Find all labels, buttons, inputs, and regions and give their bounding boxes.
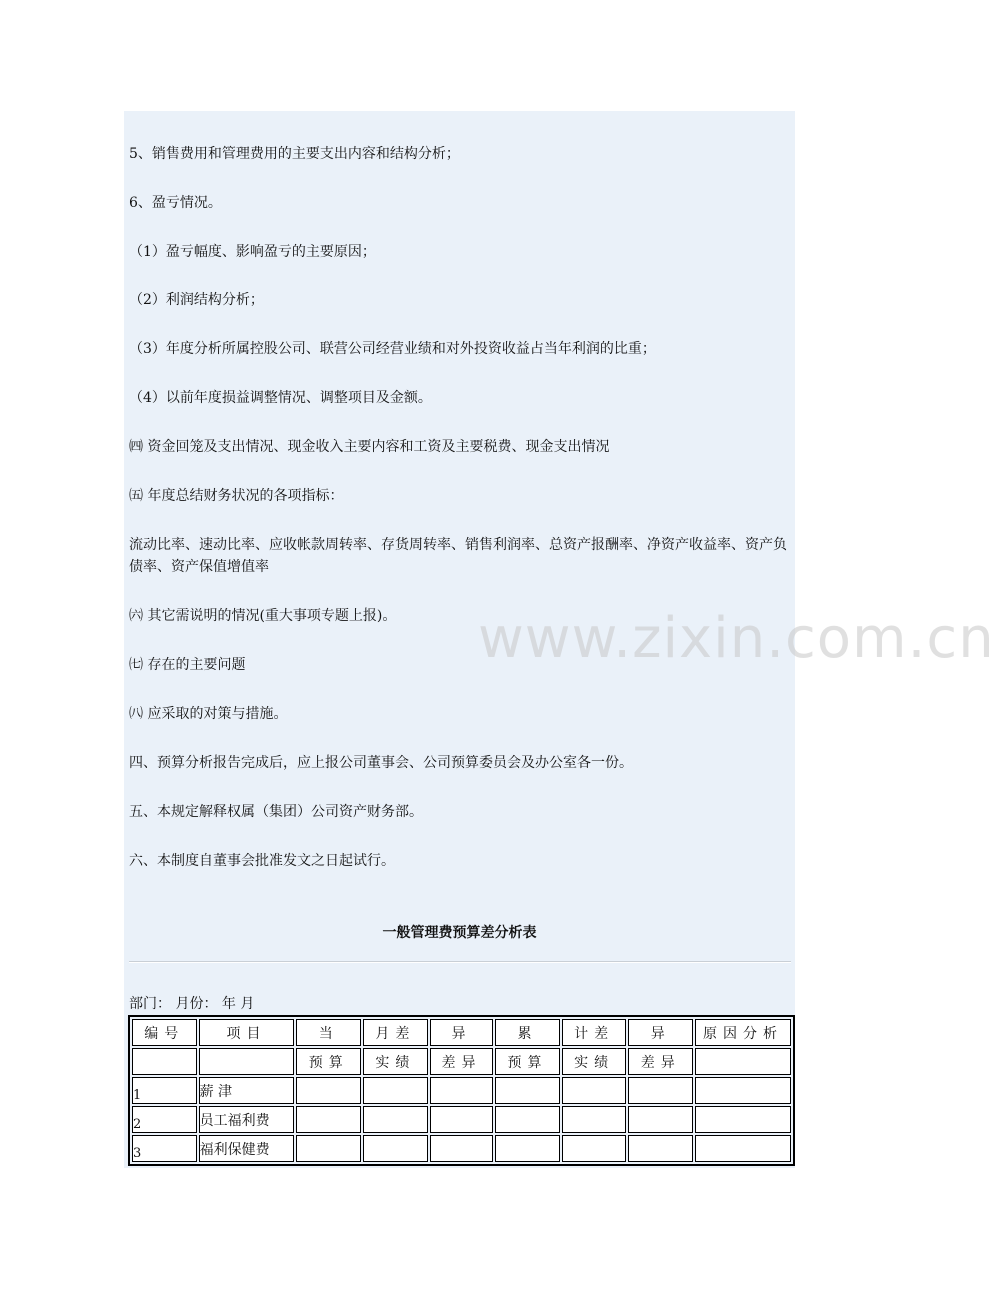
header-row-2 <box>132 1048 791 1075</box>
paragraph: ㈦ 存在的主要问题 <box>129 657 246 673</box>
header-cell: 异 <box>430 1019 494 1046</box>
data-cell <box>562 1077 627 1104</box>
row-item: 福利保健费 <box>199 1135 295 1162</box>
row-item: 薪 津 <box>199 1077 295 1104</box>
data-cell <box>628 1077 693 1104</box>
paragraph: ㈣ 资金回笼及支出情况、现金收入主要内容和工资及主要税费、现金支出情况 <box>129 439 610 455</box>
data-cell <box>628 1106 693 1133</box>
header-cell: 预算 <box>296 1048 361 1075</box>
data-cell <box>430 1135 494 1162</box>
table-row <box>132 1135 791 1162</box>
table-row <box>132 1077 791 1104</box>
data-cell <box>430 1106 494 1133</box>
paragraph: ㈥ 其它需说明的情况(重大事项专题上报)。 <box>129 608 397 624</box>
paragraph: （4）以前年度损益调整情况、调整项目及金额。 <box>129 390 432 406</box>
data-cell <box>296 1077 361 1104</box>
paragraph: （2）利润结构分析； <box>129 292 264 308</box>
data-cell <box>363 1135 428 1162</box>
row-number: 1 <box>132 1077 197 1104</box>
header-cell: 累 <box>495 1019 560 1046</box>
paragraph: （3）年度分析所属控股公司、联营公司经营业绩和对外投资收益占当年利润的比重； <box>129 341 656 357</box>
data-cell <box>296 1135 361 1162</box>
data-cell <box>695 1077 791 1104</box>
header-cell: 实绩 <box>562 1048 627 1075</box>
paragraph: 六、本制度自董事会批准发文之日起试行。 <box>129 853 395 869</box>
header-cell: 原因分析 <box>695 1019 791 1046</box>
department-month-line: 部门： 月份： 年 月 <box>129 996 255 1012</box>
horizontal-divider <box>129 961 791 963</box>
data-cell <box>495 1077 560 1104</box>
paragraph: 6、盈亏情况。 <box>129 195 222 211</box>
data-cell <box>296 1106 361 1133</box>
header-cell: 计差 <box>562 1019 627 1046</box>
paragraph: 五、本规定解释权属（集团）公司资产财务部。 <box>129 804 423 820</box>
paragraph: 四、预算分析报告完成后，应上报公司董事会、公司预算委员会及办公室各一份。 <box>129 755 633 771</box>
data-cell <box>495 1106 560 1133</box>
paragraph: ㈧ 应采取的对策与措施。 <box>129 706 288 722</box>
header-cell: 编号 <box>132 1019 197 1046</box>
data-cell <box>695 1135 791 1162</box>
header-cell: 异 <box>628 1019 693 1046</box>
data-cell <box>562 1106 627 1133</box>
paragraph: ㈤ 年度总结财务状况的各项指标： <box>129 488 344 504</box>
paragraph: 5、销售费用和管理费用的主要支出内容和结构分析； <box>129 146 460 162</box>
header-cell: 预算 <box>495 1048 560 1075</box>
data-cell <box>430 1077 494 1104</box>
data-cell <box>695 1106 791 1133</box>
header-cell: 当 <box>296 1019 361 1046</box>
header-cell: 差异 <box>628 1048 693 1075</box>
watermark-text: www.zixin.com.cn <box>478 606 995 671</box>
budget-variance-table <box>128 1015 795 1166</box>
header-cell: 月差 <box>363 1019 428 1046</box>
header-cell: 差异 <box>430 1048 494 1075</box>
row-number: 2 <box>132 1106 197 1133</box>
data-cell <box>363 1106 428 1133</box>
row-item: 员工福利费 <box>199 1106 295 1133</box>
header-cell <box>199 1048 295 1075</box>
table-row <box>132 1106 791 1133</box>
indicators-paragraph: 流动比率、速动比率、应收帐款周转率、存货周转率、销售利润率、总资产报酬率、净资产收益率、资产负债率、资产保值增值率 <box>129 537 787 575</box>
table-title: 一般管理费预算差分析表 <box>382 925 537 941</box>
header-cell <box>132 1048 197 1075</box>
header-row-1 <box>132 1019 791 1046</box>
data-cell <box>495 1135 560 1162</box>
header-cell: 实绩 <box>363 1048 428 1075</box>
data-cell <box>363 1077 428 1104</box>
row-number: 3 <box>132 1135 197 1162</box>
paragraph: （1）盈亏幅度、影响盈亏的主要原因； <box>129 244 376 260</box>
data-cell <box>628 1135 693 1162</box>
header-cell <box>695 1048 791 1075</box>
data-cell <box>562 1135 627 1162</box>
header-cell: 项目 <box>199 1019 295 1046</box>
